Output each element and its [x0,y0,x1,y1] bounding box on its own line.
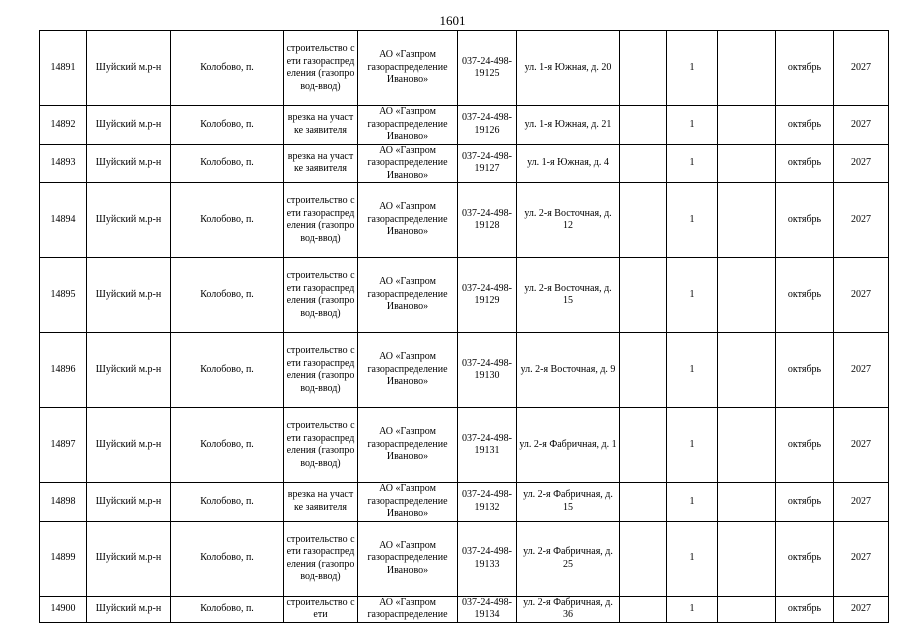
address-cell: ул. 2-я Восточная, д. 12 [517,183,620,258]
settlement-cell: Колобово, п. [171,31,284,106]
empty-cell [620,483,667,522]
organization-cell: АО «Газпром газораспределение Иваново» [358,408,458,483]
application-code-cell: 037-24-498-19127 [458,144,517,183]
year-cell: 2027 [834,483,889,522]
empty-cell [718,483,776,522]
row-id: 14899 [40,521,87,596]
district-cell: Шуйский м.р-н [87,483,171,522]
month-cell: октябрь [776,144,834,183]
empty-cell [718,596,776,622]
row-id: 14897 [40,408,87,483]
month-cell: октябрь [776,258,834,333]
work-type-cell: строительство сети газораспределения (газопровод-ввод) [284,521,358,596]
year-cell: 2027 [834,106,889,145]
empty-cell [620,521,667,596]
district-cell: Шуйский м.р-н [87,258,171,333]
empty-cell [718,31,776,106]
table-row [40,408,889,483]
address-cell: ул. 2-я Фабричная, д. 1 [517,408,620,483]
empty-cell [718,521,776,596]
application-code-cell: 037-24-498-19126 [458,106,517,145]
organization-cell: АО «Газпром газораспределение Иваново» [358,183,458,258]
district-cell: Шуйский м.р-н [87,408,171,483]
month-cell: октябрь [776,521,834,596]
table-row [40,596,889,622]
quantity-cell: 1 [667,483,718,522]
row-id: 14891 [40,31,87,106]
month-cell: октябрь [776,106,834,145]
work-type-cell: строительство сети газораспределения (газопровод-ввод) [284,333,358,408]
year-cell: 2027 [834,596,889,622]
month-cell: октябрь [776,408,834,483]
empty-cell [718,333,776,408]
organization-cell: АО «Газпром газораспределение Иваново» [358,483,458,522]
table-row [40,183,889,258]
row-id: 14896 [40,333,87,408]
application-code-cell: 037-24-498-19128 [458,183,517,258]
settlement-cell: Колобово, п. [171,408,284,483]
district-cell: Шуйский м.р-н [87,106,171,145]
row-id: 14898 [40,483,87,522]
row-id: 14892 [40,106,87,145]
work-type-cell: строительство сети газораспределения (газопровод-ввод) [284,31,358,106]
row-id: 14893 [40,144,87,183]
quantity-cell: 1 [667,106,718,145]
quantity-cell: 1 [667,408,718,483]
address-cell: ул. 2-я Восточная, д. 9 [517,333,620,408]
page-number: 1601 [439,13,466,28]
work-type-cell: строительство сети газораспределения (газопровод-ввод) [284,258,358,333]
organization-cell: АО «Газпром газораспределение Иваново» [358,144,458,183]
work-type-cell: строительство сети [284,596,358,622]
quantity-cell: 1 [667,521,718,596]
empty-cell [620,258,667,333]
empty-cell [620,408,667,483]
settlement-cell: Колобово, п. [171,183,284,258]
empty-cell [620,596,667,622]
month-cell: октябрь [776,483,834,522]
year-cell: 2027 [834,31,889,106]
organization-cell: АО «Газпром газораспределение Иваново» [358,521,458,596]
organization-cell: АО «Газпром газораспределение Иваново» [358,31,458,106]
year-cell: 2027 [834,144,889,183]
quantity-cell: 1 [667,31,718,106]
organization-cell: АО «Газпром газораспределение Иваново» [358,106,458,145]
empty-cell [620,31,667,106]
month-cell: октябрь [776,183,834,258]
table-row [40,483,889,522]
empty-cell [718,183,776,258]
row-id: 14894 [40,183,87,258]
organization-cell: АО «Газпром газораспределение Иваново» [358,258,458,333]
district-cell: Шуйский м.р-н [87,333,171,408]
organization-cell: АО «Газпром газораспределение Иваново» [358,333,458,408]
row-id: 14900 [40,596,87,622]
table-row [40,333,889,408]
application-code-cell: 037-24-498-19125 [458,31,517,106]
work-type-cell: строительство сети газораспределения (газопровод-ввод) [284,183,358,258]
application-code-cell: 037-24-498-19130 [458,333,517,408]
settlement-cell: Колобово, п. [171,144,284,183]
registry-table [39,30,889,623]
work-type-cell: врезка на участке заявителя [284,106,358,145]
quantity-cell: 1 [667,144,718,183]
table-row [40,521,889,596]
application-code-cell: 037-24-498-19132 [458,483,517,522]
quantity-cell: 1 [667,596,718,622]
table-row [40,144,889,183]
settlement-cell: Колобово, п. [171,483,284,522]
settlement-cell: Колобово, п. [171,258,284,333]
district-cell: Шуйский м.р-н [87,521,171,596]
table-row [40,258,889,333]
address-cell: ул. 1-я Южная, д. 4 [517,144,620,183]
year-cell: 2027 [834,521,889,596]
organization-cell: АО «Газпром газораспределение [358,596,458,622]
settlement-cell: Колобово, п. [171,596,284,622]
address-cell: ул. 2-я Фабричная, д. 15 [517,483,620,522]
empty-cell [718,144,776,183]
empty-cell [718,258,776,333]
application-code-cell: 037-24-498-19134 [458,596,517,622]
year-cell: 2027 [834,183,889,258]
application-code-cell: 037-24-498-19131 [458,408,517,483]
address-cell: ул. 2-я Фабричная, д. 25 [517,521,620,596]
district-cell: Шуйский м.р-н [87,183,171,258]
address-cell: ул. 1-я Южная, д. 21 [517,106,620,145]
district-cell: Шуйский м.р-н [87,31,171,106]
table-row [40,106,889,145]
row-id: 14895 [40,258,87,333]
settlement-cell: Колобово, п. [171,106,284,145]
address-cell: ул. 2-я Восточная, д. 15 [517,258,620,333]
year-cell: 2027 [834,258,889,333]
settlement-cell: Колобово, п. [171,333,284,408]
month-cell: октябрь [776,31,834,106]
quantity-cell: 1 [667,258,718,333]
empty-cell [718,106,776,145]
empty-cell [620,333,667,408]
year-cell: 2027 [834,408,889,483]
work-type-cell: строительство сети газораспределения (газопровод-ввод) [284,408,358,483]
quantity-cell: 1 [667,183,718,258]
empty-cell [718,408,776,483]
empty-cell [620,183,667,258]
year-cell: 2027 [834,333,889,408]
application-code-cell: 037-24-498-19133 [458,521,517,596]
application-code-cell: 037-24-498-19129 [458,258,517,333]
empty-cell [620,144,667,183]
address-cell: ул. 2-я Фабричная, д. 36 [517,596,620,622]
month-cell: октябрь [776,596,834,622]
quantity-cell: 1 [667,333,718,408]
work-type-cell: врезка на участке заявителя [284,483,358,522]
settlement-cell: Колобово, п. [171,521,284,596]
table-row [40,31,889,106]
address-cell: ул. 1-я Южная, д. 20 [517,31,620,106]
district-cell: Шуйский м.р-н [87,144,171,183]
empty-cell [620,106,667,145]
district-cell: Шуйский м.р-н [87,596,171,622]
work-type-cell: врезка на участке заявителя [284,144,358,183]
month-cell: октябрь [776,333,834,408]
